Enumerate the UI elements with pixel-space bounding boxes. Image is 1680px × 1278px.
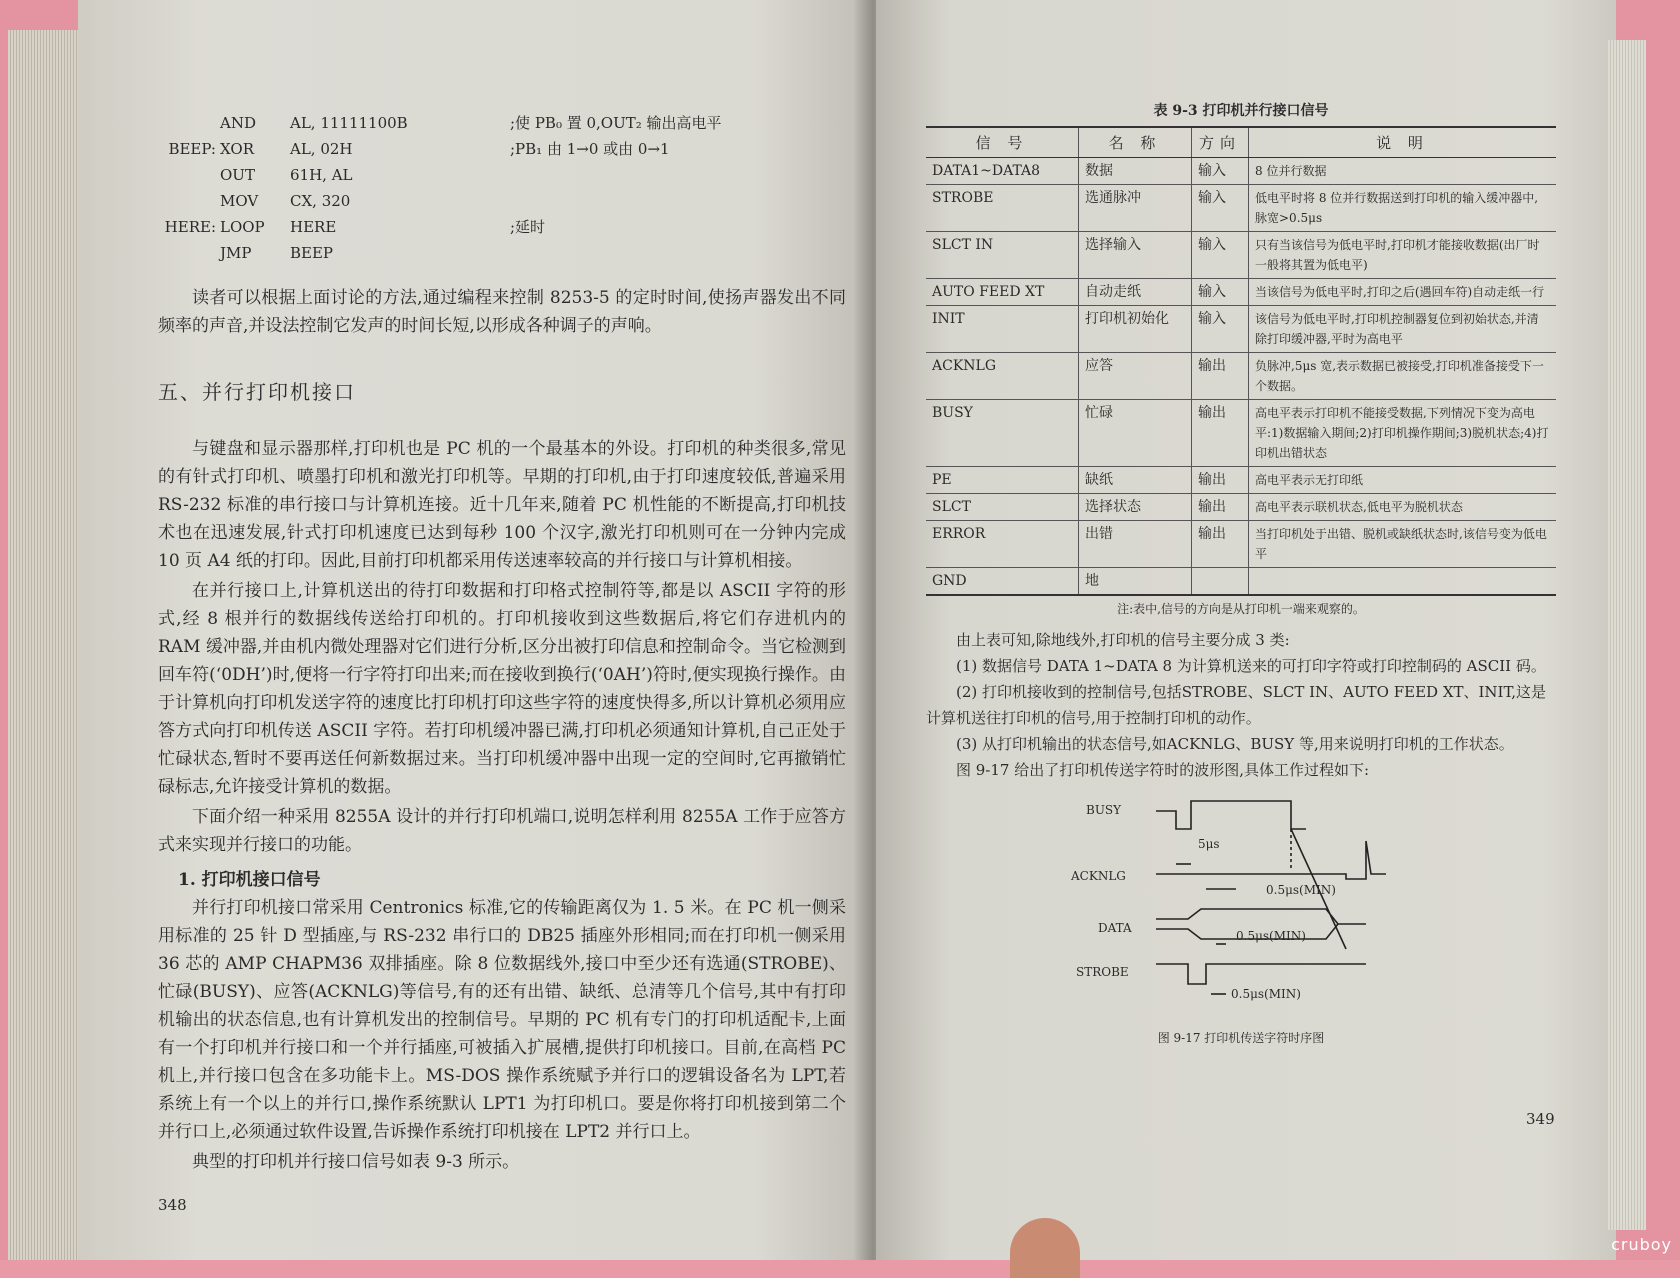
cell-description: 高电平表示无打印纸 (1249, 467, 1557, 494)
code-comment: ;使 PB₀ 置 0,OUT₂ 输出高电平 (510, 114, 722, 132)
busy-label: BUSY (1086, 803, 1122, 817)
table-row (926, 185, 1556, 232)
page-number-right: 349 (1526, 1110, 1555, 1128)
code-operands: BEEP (290, 244, 334, 262)
cell-description: 高电平表示联机状态,低电平为脱机状态 (1249, 494, 1557, 521)
code-opcode: AND (220, 114, 256, 132)
cell-name: 忙碌 (1079, 400, 1192, 467)
data-label: DATA (1098, 921, 1132, 935)
cell-signal: SLCT IN (926, 232, 1079, 279)
table-row (926, 568, 1556, 596)
figure-caption: 图 9-17 打印机传送字符时序图 (1157, 1031, 1325, 1045)
cell-direction: 输出 (1192, 494, 1249, 521)
table-header-description: 说 明 (1249, 127, 1557, 158)
cell-description: 8 位并行数据 (1249, 158, 1557, 185)
table-row (926, 353, 1556, 400)
cell-description: 只有当该信号为低电平时,打印机才能接收数据(出厂时一般将其置为低电平) (1249, 232, 1557, 279)
cell-name: 选择状态 (1079, 494, 1192, 521)
summary-paragraph: 由上表可知,除地线外,打印机的信号主要分成 3 类: (956, 631, 1290, 649)
page-number-left: 348 (158, 1196, 187, 1214)
cell-signal: BUSY (926, 400, 1079, 467)
page-edge-left (8, 30, 88, 1260)
cell-signal: DATA1~DATA8 (926, 158, 1079, 185)
ascii-paragraph: 在并行接口上,计算机送出的待打印数据和打印格式控制符等,都是以 ASCII 字符的形式,经 8 根并行的数据线传送给打印机的。打印机接收到这些数据后,将它们存进机内的 RAM 缓冲器,并由机内微处理器对它们进行分析,区分出被打印信息和控制命令。当它检测到回车符(‘0DH’)时,便将一行字符打印出来;而在接收到换行(‘0AH’)符时,便实现换行操作。由于计算机向打印机发送字符的速度比打印机打印这些字符的速度快得多,所以计算机必须用应答方式向打印机传送 ASCII 字符。若打印机缓冲器已满,打印机必须通知计算机,自己正处于忙碌状态,暂时不要再送任何新数据过来。当打印机缓冲器中出现一定的空间时,它再撤销忙碌标志,允许接受计算机的数据。 (158, 581, 846, 797)
cell-signal: GND (926, 568, 1079, 596)
table-ref-paragraph: 典型的打印机并行接口信号如表 9-3 所示。 (192, 1152, 520, 1172)
cell-direction (1192, 568, 1249, 596)
timing-data-min: 0.5μs(MIN) (1236, 929, 1306, 943)
code-opcode: XOR (220, 140, 255, 158)
left-page (78, 0, 876, 1260)
timing-strobe-min: 0.5μs(MIN) (1231, 987, 1301, 1001)
acknlg-waveform (1156, 841, 1386, 879)
table-note: 注:表中,信号的方向是从打印机一端来观察的。 (1117, 602, 1365, 616)
code-label (158, 240, 220, 266)
table-row (926, 467, 1556, 494)
cell-name: 选通脉冲 (1079, 185, 1192, 232)
table-row (926, 232, 1556, 279)
signal-table (926, 126, 1556, 596)
busy-waveform (1156, 801, 1306, 829)
table-header-name: 名 称 (1079, 127, 1192, 158)
cell-signal: STROBE (926, 185, 1079, 232)
timing-5us: 5μs (1198, 837, 1220, 851)
code-label: HERE: (164, 218, 216, 236)
cell-direction: 输入 (1192, 306, 1249, 353)
code-line (158, 214, 846, 240)
cell-direction: 输入 (1192, 279, 1249, 306)
right-page (876, 0, 1616, 1260)
code-line (158, 240, 846, 266)
table-header-signal: 信 号 (926, 127, 1079, 158)
cell-signal: ERROR (926, 521, 1079, 568)
cell-signal: AUTO FEED XT (926, 279, 1079, 306)
cell-signal: SLCT (926, 494, 1079, 521)
cell-signal: ACKNLG (926, 353, 1079, 400)
cell-direction: 输入 (1192, 232, 1249, 279)
cell-description: 高电平表示打印机不能接受数据,下列情况下变为高电平:1)数据输入期间;2)打印机操作期间;3)脱机状态;4)打印机出错状态 (1249, 400, 1557, 467)
cell-name: 缺纸 (1079, 467, 1192, 494)
table-row (926, 521, 1556, 568)
code-opcode: MOV (220, 192, 259, 210)
cell-signal: INIT (926, 306, 1079, 353)
cell-name: 打印机初始化 (1079, 306, 1192, 353)
intro-paragraph: 与键盘和显示器那样,打印机也是 PC 机的一个最基本的外设。打印机的种类很多,常见的有针式打印机、喷墨打印机和激光打印机等。早期的打印机,由于打印速度较低,普遍采用 RS-232 标准的串行接口与计算机连接。近十几年来,随着 PC 机性能的不断提高,打印机技术也在迅速发展,针式打印机速度已达到每秒 100 个汉字,激光打印机则可在一分钟内完成 10 页 A4 纸的打印。因此,目前打印机都采用传送速率较高的并行接口与计算机相接。 (158, 439, 846, 571)
cell-name: 出错 (1079, 521, 1192, 568)
open-book (8, 0, 1638, 1260)
cell-description: 低电平时将 8 位并行数据送到打印机的输入缓冲器中,脉宽>0.5μs (1249, 185, 1557, 232)
subsection-title: 1. 打印机接口信号 (178, 870, 321, 890)
code-operands: AL, 02H (290, 140, 353, 158)
code-operands: HERE (290, 218, 337, 236)
cell-description: 该信号为低电平时,打印机控制器复位到初始状态,并清除打印缓冲器,平时为高电平 (1249, 306, 1557, 353)
watermark: cruboy (1611, 1235, 1672, 1254)
code-line (158, 136, 846, 162)
code-comment: ;延时 (510, 218, 546, 236)
code-operands: CX, 320 (290, 192, 351, 210)
8255a-paragraph: 下面介绍一种采用 8255A 设计的并行打印机端口,说明怎样利用 8255A 工作于应答方式来实现并行接口的功能。 (158, 807, 846, 855)
cell-direction: 输出 (1192, 400, 1249, 467)
code-label (158, 162, 220, 188)
cell-signal: PE (926, 467, 1079, 494)
cell-direction: 输出 (1192, 521, 1249, 568)
table-row (926, 494, 1556, 521)
cell-name: 数据 (1079, 158, 1192, 185)
code-line (158, 188, 846, 214)
control-signal-paragraph: (2) 打印机接收到的控制信号,包括STROBE、SLCT IN、AUTO FEED XT、INIT,这是计算机送往打印机的信号,用于控制打印机的动作。 (926, 683, 1547, 727)
code-operands: 61H, AL (290, 166, 353, 184)
section-title: 五、并行打印机接口 (158, 380, 356, 404)
data-waveform-top (1156, 909, 1366, 924)
cell-direction: 输入 (1192, 158, 1249, 185)
code-opcode: OUT (220, 166, 255, 184)
acknlg-label: ACKNLG (1071, 869, 1126, 883)
cell-direction: 输出 (1192, 467, 1249, 494)
table-header-direction: 方向 (1192, 127, 1249, 158)
waveform-intro-paragraph: 图 9-17 给出了打印机传送字符时的波形图,具体工作过程如下: (956, 761, 1370, 779)
cell-name: 应答 (1079, 353, 1192, 400)
code-label: BEEP: (168, 140, 216, 158)
strobe-label: STROBE (1076, 965, 1129, 979)
code-line (158, 162, 846, 188)
code-opcode: LOOP (220, 218, 265, 236)
code-opcode: JMP (220, 244, 252, 262)
table-row (926, 306, 1556, 353)
data-signal-paragraph: (1) 数据信号 DATA 1~DATA 8 为计算机送来的可打印字符或打印控制码的 ASCII 码。 (956, 657, 1546, 675)
cell-direction: 输入 (1192, 185, 1249, 232)
cell-description: 负脉冲,5μs 宽,表示数据已被接受,打印机准备接受下一个数据。 (1249, 353, 1557, 400)
cell-description: 当该信号为低电平时,打印之后(遇回车符)自动走纸一行 (1249, 279, 1557, 306)
reader-paragraph: 读者可以根据上面讨论的方法,通过编程来控制 8253-5 的定时时间,使扬声器发出不同频率的声音,并设法控制它发声的时间长短,以形成各种调子的声响。 (158, 288, 846, 336)
cell-name: 选择输入 (1079, 232, 1192, 279)
table-row (926, 279, 1556, 306)
status-signal-paragraph: (3) 从打印机输出的状态信号,如ACKNLG、BUSY 等,用来说明打印机的工作状态。 (956, 735, 1514, 753)
table-row (926, 400, 1556, 467)
timing-diagram (926, 789, 1556, 1045)
assembly-code-block (158, 110, 846, 270)
table-row (926, 158, 1556, 185)
code-comment: ;PB₁ 由 1→0 或由 0→1 (510, 140, 670, 158)
code-line (158, 110, 846, 136)
timing-ack-min: 0.5μs(MIN) (1266, 883, 1336, 897)
cell-description (1249, 568, 1557, 596)
cell-description: 当打印机处于出错、脱机或缺纸状态时,该信号变为低电平 (1249, 521, 1557, 568)
code-operands: AL, 11111100B (290, 114, 408, 132)
cell-name: 自动走纸 (1079, 279, 1192, 306)
code-label (158, 110, 220, 136)
strobe-waveform (1156, 964, 1366, 984)
centronics-paragraph: 并行打印机接口常采用 Centronics 标准,它的传输距离仅为 1. 5 米。在 PC 机一侧采用标准的 25 针 D 型插座,与 RS-232 串行口的 DB25 插座外形相同;而在打印机一侧采用 36 芯的 AMP CHAPM36 双排插座。除 8 位数据线外,接口中至少还有选通(STROBE)、忙碌(BUSY)、应答(ACKNLG)等信号,有的还有出错、缺纸、总清等几个信号,其中有打印机输出的状态信息,也有计算机发出的控制信号。早期的 PC 机有专门的打印机适配卡,上面有一个打印机并行接口和一个并行插座,可被插入扩展槽,提供打印机接口。目前,在高档 PC 机上,并行接口包含在多功能卡上。MS-DOS 操作系统赋予并行口的逻辑设备名为 LPT,若系统上有一个以上的并行口,操作系统默认 LPT1 为打印机口。要是你将打印机接到第二个并行口上,必须通过软件设置,告诉操作系统打印机接在 LPT2 并行口上。 (158, 898, 846, 1142)
cell-direction: 输出 (1192, 353, 1249, 400)
page-edge-right (1608, 40, 1646, 1230)
table-title: 表 9-3 打印机并行接口信号 (1153, 103, 1329, 119)
code-label (158, 188, 220, 214)
cell-name: 地 (1079, 568, 1192, 596)
